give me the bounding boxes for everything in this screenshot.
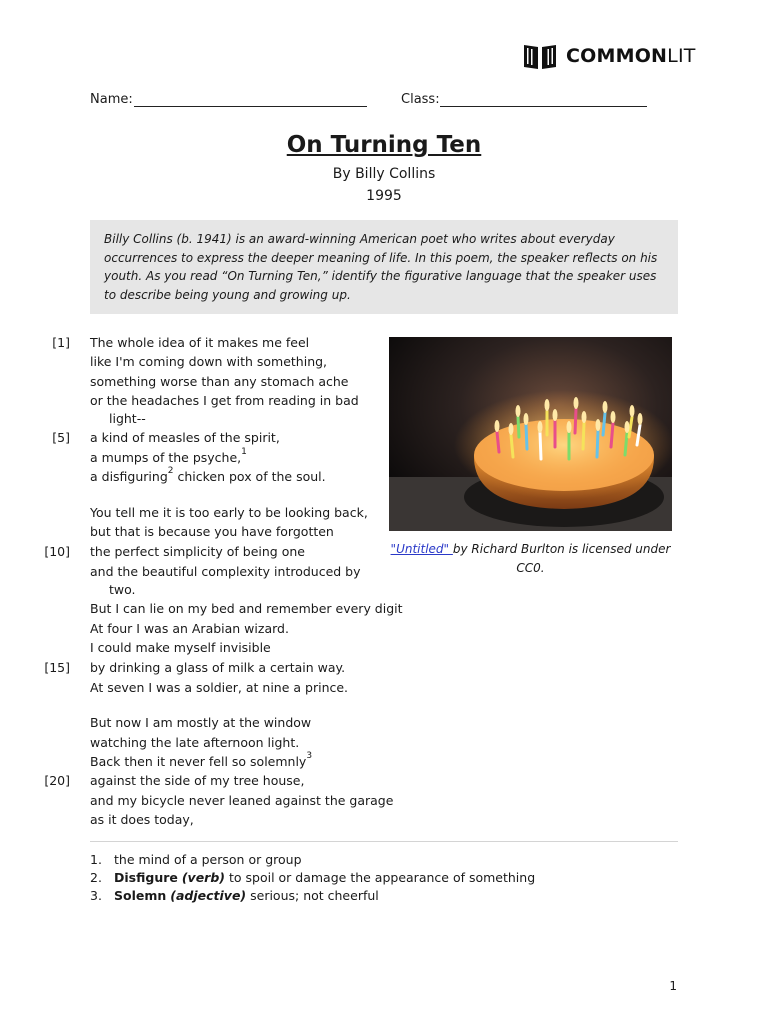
line-number: [5] xyxy=(52,430,70,445)
footnote-ref[interactable]: 3 xyxy=(306,751,313,761)
footnote-divider xyxy=(90,841,678,842)
footnote-ref[interactable]: 2 xyxy=(167,466,174,476)
poem-line: But now I am mostly at the window xyxy=(90,715,312,730)
poem-line: watching the late afternoon light. xyxy=(90,735,300,750)
line-number: [1] xyxy=(52,335,70,350)
page-number: 1 xyxy=(669,979,677,993)
logo-text: COMMONLIT xyxy=(566,45,696,67)
image-caption: "Untitled" by Richard Burlton is licensed under CC0. xyxy=(390,542,671,575)
name-field[interactable] xyxy=(134,106,367,107)
footnote-item: 1. the mind of a person or group xyxy=(90,852,302,867)
author-byline: By Billy Collins xyxy=(332,166,436,182)
poem-line: or the headaches I get from reading in bad xyxy=(90,393,359,408)
poem-line: But I can lie on my bed and remember every digit xyxy=(90,601,403,616)
poem-line: and the beautiful complexity introduced by xyxy=(90,564,361,579)
class-label: Class: xyxy=(401,92,440,107)
poem-line: a kind of measles of the spirit, xyxy=(90,430,280,445)
poem-line: but that is because you have forgotten xyxy=(90,524,334,539)
class-field[interactable] xyxy=(440,106,647,107)
publication-year: 1995 xyxy=(366,188,402,204)
poem-line: a disfiguring$^2$ chicken pox of the soul. xyxy=(90,466,326,484)
poem-line: At seven I was a soldier, at nine a prince. xyxy=(90,680,349,695)
poem-line: a mumps of the psyche,$^1$ xyxy=(90,447,247,465)
footnote-item: 3. Solemn (adjective) serious; not cheerful xyxy=(90,888,379,903)
poem-line: I could make myself invisible xyxy=(90,640,271,655)
poem-line: You tell me it is too early to be looking back, xyxy=(90,505,368,520)
poem-line: like I'm coming down with something, xyxy=(90,354,328,369)
page-title: On Turning Ten xyxy=(286,132,482,158)
intro-box: Billy Collins (b. 1941) is an award-winning American poet who writes about everyday occurrences to express the deeper meaning of life. In this poem, the speaker reflects on his youth. As you read “On Turning Ten,” identify the figurative language that the speaker uses to describe being young and growing up. xyxy=(90,220,678,314)
poem-line: something worse than any stomach ache xyxy=(90,374,349,389)
poem-line: At four I was an Arabian wizard. xyxy=(90,621,289,636)
footnote-item: 2. Disfigure (verb) to spoil or damage the appearance of something xyxy=(90,870,536,885)
line-number: [15] xyxy=(44,660,70,675)
poem-line: by drinking a glass of milk a certain way. xyxy=(90,660,346,675)
footnote-ref[interactable]: 1 xyxy=(241,447,247,457)
poem-line: the perfect simplicity of being one xyxy=(90,544,305,559)
poem-line: two. xyxy=(109,582,136,597)
poem-line: The whole idea of it makes me feel xyxy=(90,335,310,350)
poem-line: Back then it never fell so solemnly$^3$ xyxy=(90,751,313,769)
poem-line: against the side of my tree house, xyxy=(90,773,305,788)
book-icon xyxy=(522,42,558,70)
poem-line: as it does today, xyxy=(90,812,194,827)
poem-line: light-- xyxy=(109,411,146,426)
commonlit-logo xyxy=(522,42,696,70)
birthday-cake-image xyxy=(389,337,672,531)
name-label: Name: xyxy=(90,92,133,107)
poem-line: and my bicycle never leaned against the garage xyxy=(90,793,394,808)
image-source-link[interactable]: "Untitled" xyxy=(390,542,453,556)
line-number: [10] xyxy=(44,544,70,559)
line-number: [20] xyxy=(44,773,70,788)
